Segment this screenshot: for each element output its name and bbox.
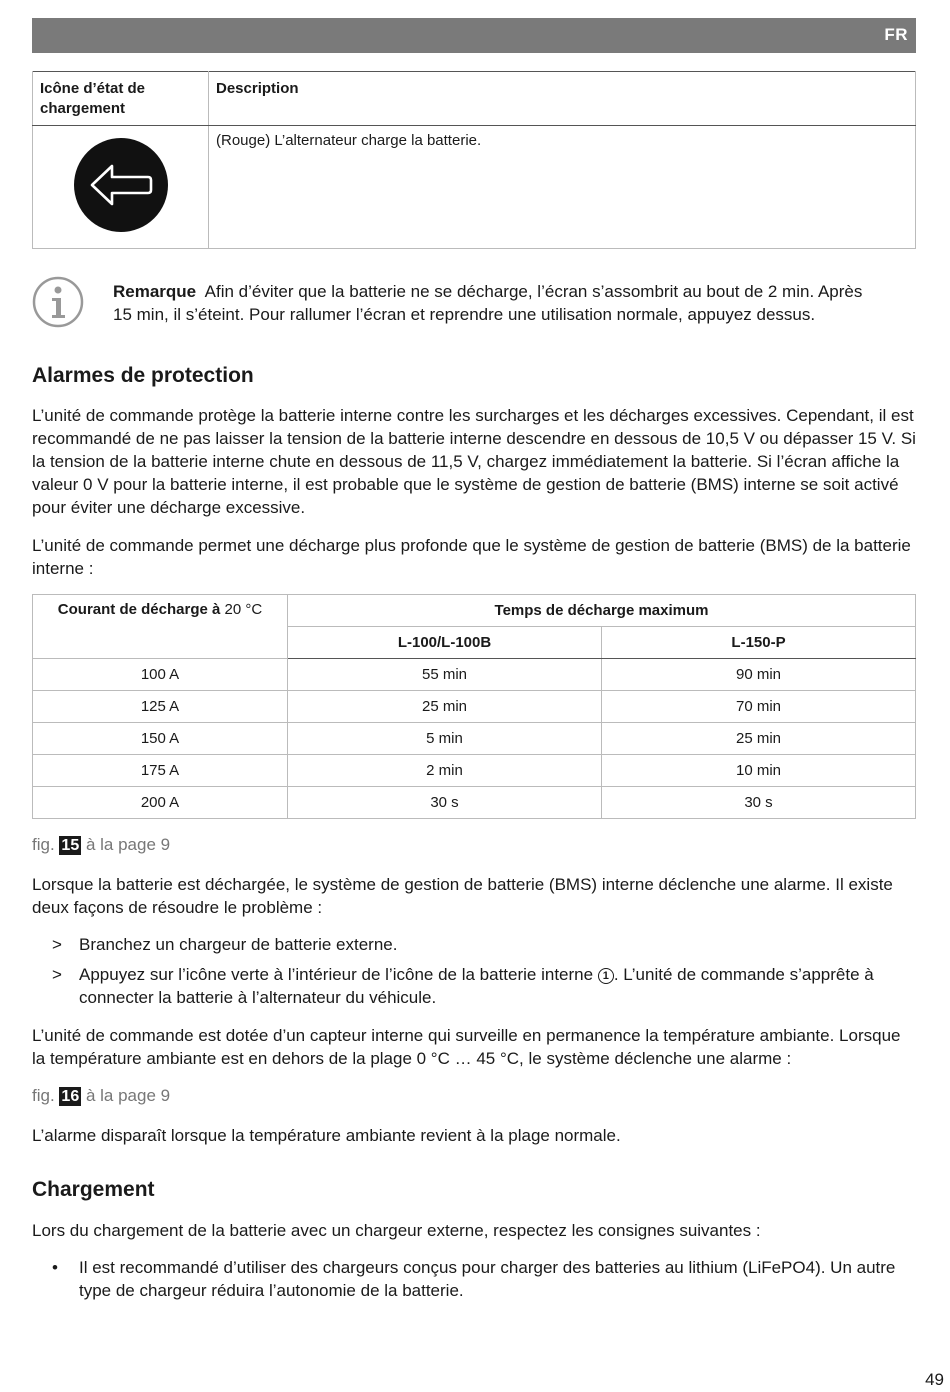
table-row <box>33 755 916 787</box>
bullet-marker: • <box>52 1258 58 1277</box>
table-row <box>33 691 916 723</box>
col-header-description: Description <box>209 72 916 126</box>
list-item <box>52 1256 912 1302</box>
fig-prefix: fig. <box>32 835 55 854</box>
section-title-charging: Chargement <box>32 1178 155 1201</box>
table-row <box>33 723 916 755</box>
cell-time-l150: 10 min <box>602 755 916 787</box>
col-header-icon: Icône d’état de chargement <box>33 72 209 126</box>
cell-time-l100: 30 s <box>288 787 602 819</box>
note-label: Remarque <box>113 282 197 301</box>
list-item-text-b: . L’unité de commande s’apprête à connecter la batterie à l’alternateur du véhicule. <box>79 965 874 1007</box>
callout-number: 1 <box>598 968 614 984</box>
list-marker: > <box>52 965 62 984</box>
header-bar <box>32 18 916 53</box>
paragraph-alarms-1: L’unité de commande protège la batterie interne contre les surcharges et les décharges excessives. Cependant, il est recommandé de ne pas laisser la tension de la batterie interne descendre en dessous de 10,5 V ou dépasser 15 V. Si la tension de la batterie interne chute en dessous de 11,5 V, chargez immédiatement la batterie. Si l’écran affiche la valeur 0 V pour la batterie interne, il est probable que le système de gestion de batterie (BMS) interne se soit activé pour éviter une décharge excessive. <box>32 406 916 517</box>
paragraph-battery-discharged: Lorsque la batterie est déchargée, le système de gestion de batterie (BMS) interne déclenche une alarme. Il existe deux façons de résoudre le problème : <box>32 875 893 917</box>
figure-reference-15[interactable] <box>32 835 170 855</box>
info-icon <box>32 276 84 328</box>
fig-number: 16 <box>61 1088 80 1105</box>
paragraph-alarm-disappears: L’alarme disparaît lorsque la température ambiante revient à la plage normale. <box>32 1126 621 1145</box>
fig-prefix: fig. <box>32 1086 55 1105</box>
paragraph-alarms-2: L’unité de commande permet une décharge plus profonde que le système de gestion de batterie (BMS) de la batterie interne : <box>32 536 911 578</box>
section-title-alarms: Alarmes de protection <box>32 364 254 387</box>
fig-page: à la page 9 <box>85 1086 171 1105</box>
list-item <box>52 963 912 1009</box>
paragraph-charging: Lors du chargement de la batterie avec un chargeur externe, respectez les consignes suivantes : <box>32 1221 761 1240</box>
col-header-current <box>33 595 288 659</box>
cell-time-l100: 55 min <box>288 659 602 691</box>
fig-page: à la page 9 <box>85 835 171 854</box>
col-header-max-time: Temps de décharge maximum <box>288 595 916 627</box>
cell-time-l100: 2 min <box>288 755 602 787</box>
list-item-text: Branchez un chargeur de batterie externe. <box>79 935 398 954</box>
list-marker: > <box>52 935 62 954</box>
cell-time-l150: 90 min <box>602 659 916 691</box>
charge-status-table <box>32 71 916 249</box>
cell-time-l100: 25 min <box>288 691 602 723</box>
description-cell: (Rouge) L’alternateur charge la batterie. <box>209 126 916 249</box>
list-item-text-a: Appuyez sur l’icône verte à l’intérieur de l’icône de la batterie interne <box>79 965 594 984</box>
language-code: FR <box>884 25 908 44</box>
list-item-text <box>79 963 912 1009</box>
cell-time-l150: 30 s <box>602 787 916 819</box>
cell-current: 125 A <box>33 691 288 723</box>
paragraph-temperature: L’unité de commande est dotée d’un capteur interne qui surveille en permanence la température ambiante. Lorsque la température ambiante est en dehors de la plage 0 °C … 45 °C, le système déclenche une alarme : <box>32 1026 901 1068</box>
cell-current: 100 A <box>33 659 288 691</box>
current-header-temp: 20 °C <box>224 601 263 618</box>
list-item-text: Il est recommandé d’utiliser des chargeurs conçus pour charger des batteries au lithium (LiFePO4). Un autre type de chargeur réduira l’autonomie de la batterie. <box>79 1258 896 1300</box>
cell-time-l150: 25 min <box>602 723 916 755</box>
col-header-model-2: L-150-P <box>602 627 916 659</box>
cell-current: 200 A <box>33 787 288 819</box>
page-number: 49 <box>925 1370 944 1389</box>
cell-time-l100: 5 min <box>288 723 602 755</box>
cell-time-l150: 70 min <box>602 691 916 723</box>
cell-current: 150 A <box>33 723 288 755</box>
table-row <box>33 659 916 691</box>
discharge-time-table <box>32 594 916 819</box>
list-item <box>52 933 912 956</box>
cell-current: 175 A <box>33 755 288 787</box>
figure-reference-16[interactable] <box>32 1086 170 1106</box>
note-body: Afin d’éviter que la batterie ne se décharge, l’écran s’assombrit au bout de 2 min. Après 15 min, il s’éteint. Pour rallumer l’écran et reprendre une utilisation normale, appuyez dessus. <box>113 282 863 324</box>
icon-cell <box>33 126 209 249</box>
col-header-model-1: L-100/L-100B <box>288 627 602 659</box>
note-text <box>113 280 883 326</box>
current-header-label: Courant de décharge à <box>57 601 221 618</box>
arrow-left-icon <box>72 136 170 234</box>
fig-number: 15 <box>61 837 80 854</box>
table-row <box>33 787 916 819</box>
